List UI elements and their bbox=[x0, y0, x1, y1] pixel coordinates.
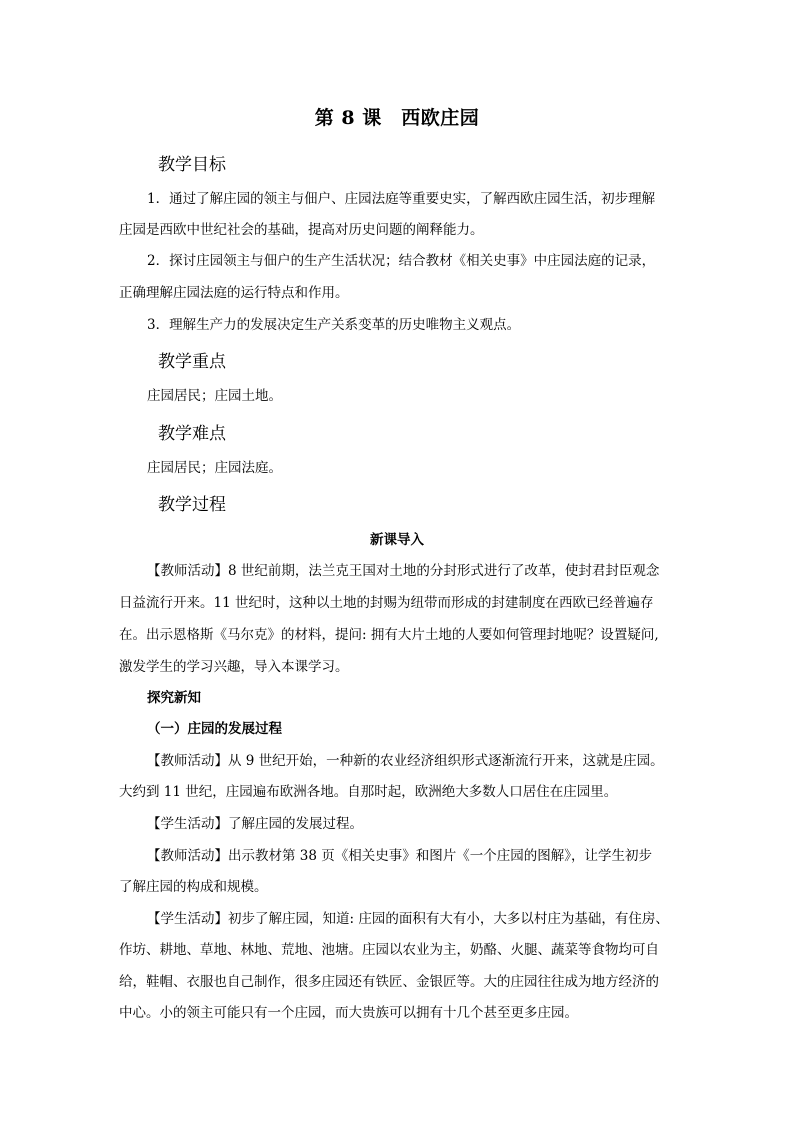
key-points-text: 庄园居民；庄园土地。 bbox=[147, 388, 282, 404]
para-4-line-3: 给，鞋帽、衣服也自己制作，很多庄园还有铁匠、金银匠等。大的庄园往往成为地方经济的 bbox=[119, 974, 659, 990]
para-1-line-2: 大约到 11 世纪，庄园遍布欧洲各地。自那时起，欧洲绝大多数人口居住在庄园里。 bbox=[119, 784, 618, 800]
objective-2-line-1: 2．探讨庄园领主与佃户的生产生活状况；结合教材《相关史事》中庄园法庭的记录， bbox=[147, 253, 656, 269]
heading-objectives: 教学目标 bbox=[158, 155, 226, 175]
heading-process: 教学过程 bbox=[158, 495, 226, 515]
para-4-line-2: 作坊、耕地、草地、林地、荒地、池塘。庄园以农业为主，奶酪、火腿、蔬菜等食物均可自 bbox=[119, 942, 659, 958]
intro-heading: 新课导入 bbox=[370, 532, 424, 548]
para-4-line-1: 【学生活动】初步了解庄园，知道: 庄园的面积有大有小，大多以村庄为基础，有住房、 bbox=[147, 911, 669, 927]
objective-1-line-1: 1．通过了解庄园的领主与佃户、庄园法庭等重要史实，了解西欧庄园生活，初步理解 bbox=[147, 191, 656, 207]
heading-key-points: 教学重点 bbox=[158, 352, 226, 372]
explore-heading: 探究新知 bbox=[147, 690, 201, 706]
para-2: 【学生活动】了解庄园的发展过程。 bbox=[147, 816, 363, 832]
lesson-title: 第 8 课 西欧庄园 bbox=[314, 107, 480, 129]
para-3-line-1: 【教师活动】出示教材第 38 页《相关史事》和图片《一个庄园的图解》，让学生初步 bbox=[147, 848, 653, 864]
para-4-line-4: 中心。小的领主可能只有一个庄园，而大贵族可以拥有十几个甚至更多庄园。 bbox=[119, 1005, 578, 1021]
difficult-points-text: 庄园居民；庄园法庭。 bbox=[147, 460, 282, 476]
para-3-line-2: 了解庄园的构成和规模。 bbox=[119, 879, 268, 895]
intro-line-4: 激发学生的学习兴趣，导入本课学习。 bbox=[119, 659, 349, 675]
para-1-line-1: 【教师活动】从 9 世纪开始，一种新的农业经济组织形式逐渐流行开来，这就是庄园。 bbox=[147, 753, 664, 769]
intro-line-2: 日益流行开来。11 世纪时，这种以土地的封赐为纽带而形成的封建制度在西欧已经普遍存 bbox=[119, 595, 654, 611]
intro-line-1: 【教师活动】8 世纪前期，法兰克王国对土地的分封形式进行了改革，使封君封臣观念 bbox=[147, 563, 660, 579]
objective-2-line-2: 正确理解庄园法庭的运行特点和作用。 bbox=[119, 285, 349, 301]
intro-line-3: 在。出示恩格斯《马尔克》的材料，提问: 拥有大片土地的人要如何管理封地呢？设置疑问, bbox=[119, 627, 659, 643]
section-1-heading: （一）庄园的发展过程 bbox=[147, 721, 282, 737]
heading-difficult-points: 教学难点 bbox=[158, 424, 226, 444]
objective-3: 3．理解生产力的发展决定生产关系变革的历史唯物主义观点。 bbox=[147, 317, 521, 333]
objective-1-line-2: 庄园是西欧中世纪社会的基础，提高对历史问题的阐释能力。 bbox=[119, 222, 484, 238]
